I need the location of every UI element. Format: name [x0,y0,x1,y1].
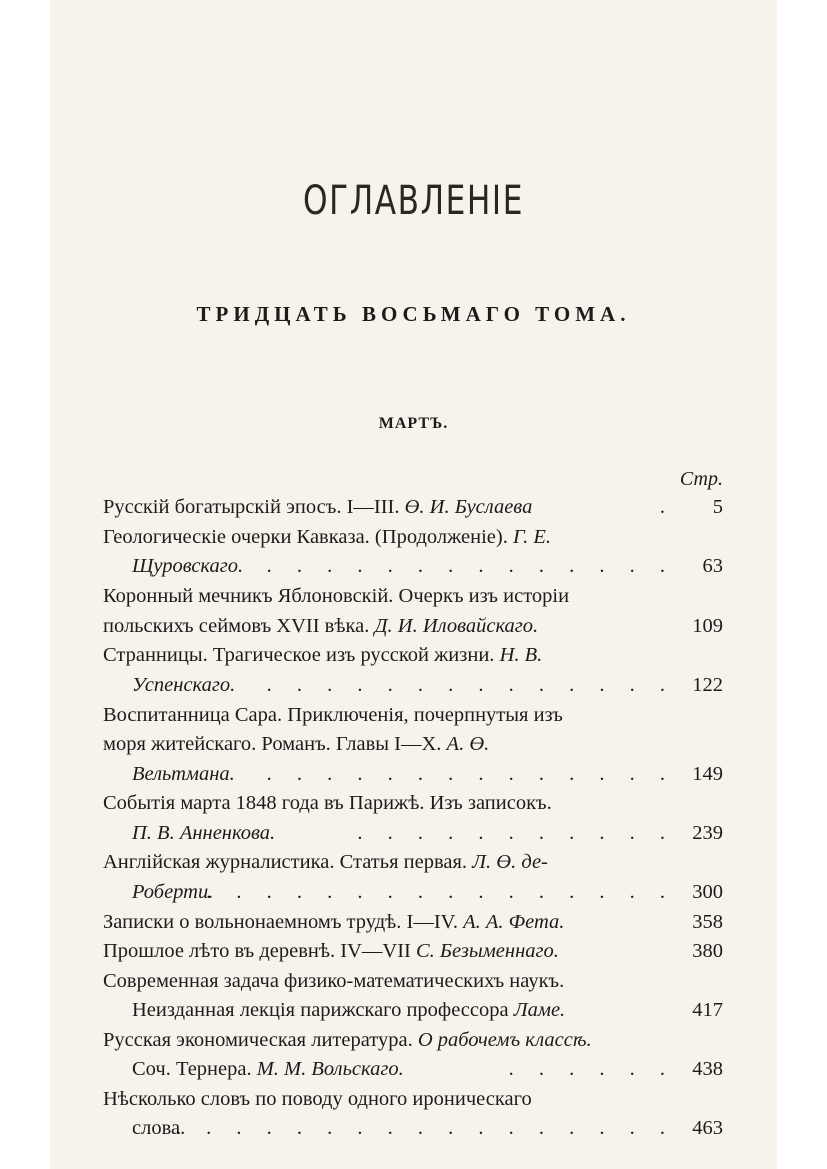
toc-entry-text [103,701,563,730]
entry-author: Ө. И. Буслаева [404,496,533,518]
toc-entry-line [103,1026,723,1055]
entry-title: Прошлое лѣто въ деревнѣ. IV—VII [103,940,416,962]
entry-title: Нѣсколько словъ по поводу одного ироническаго [103,1088,532,1110]
entry-title: Воспитанница Сара. Приключенія, почерпнутыя изъ [103,704,563,726]
entry-author: Л. Ө. де- [472,851,548,873]
toc-entry-text [132,552,243,581]
page-title: ОГЛАВЛЕНІЕ [303,178,524,224]
toc-entry-line [132,1114,723,1143]
toc-entry-text [103,967,564,996]
entry-title: слова. [132,1117,186,1139]
page-number: 380 [692,940,723,962]
toc-entry-text [132,1055,404,1084]
toc-entry-text [132,819,275,848]
toc-entry-text [103,937,559,966]
leader-dots: . . . . . . . . . . . . . . [266,555,675,577]
entry-title: Коронный мечникъ Яблоновскій. Очеркъ изъ исторіи [103,585,570,607]
toc-entry-text [103,641,542,670]
page-number: 463 [692,1117,723,1139]
leader-dots: . . . . . . . . . . . . . . [266,763,675,785]
page-number: 5 [712,496,723,518]
toc-entry-line [103,641,723,670]
leader-dots: . [659,496,675,518]
toc-entry-text [103,1026,592,1055]
toc-entry-text [132,996,565,1025]
leader-dots: . . . . . . . . . . . . . . . . [206,881,675,903]
toc-entry-line [103,612,723,641]
toc-entry-line [103,789,723,818]
entry-author: О рабочемъ классѣ. [417,1029,592,1051]
toc-entry-text [103,908,564,937]
entry-author: П. В. Анненкова. [132,822,276,844]
toc-entry-line [103,908,723,937]
scan-margin-left [0,0,50,1169]
toc-entry-line [103,730,723,759]
leader-dots: . . . . . . . . . . . . . . . . . [175,1117,675,1139]
entry-author: Успенскаго. [132,674,236,696]
entry-title: Неизданная лекція парижскаго профессора [132,999,514,1021]
entry-author: Ламе. [513,999,566,1021]
page-number: 122 [692,674,723,696]
entry-author: Г. Е. [512,526,551,548]
leader-dots: . . . . . . [508,1058,675,1080]
entry-author: Вельтмана. [132,763,235,785]
entry-author: М. М. Вольскаго. [256,1058,404,1080]
page-number: 63 [702,555,723,577]
page-column-label: Стр. [679,468,723,490]
page-number: 438 [692,1058,723,1080]
page-number: 417 [692,999,723,1021]
toc-entry-text [103,1085,532,1114]
toc-entry-line [132,760,723,789]
page-number: 109 [692,615,723,637]
leader-dots: . . . . . . . . . . . [357,822,675,844]
toc-entry-text [103,789,552,818]
toc-entry-line [103,937,723,966]
entry-title: моря житейскаго. Романъ. Главы I—X. [103,733,447,755]
toc-entry-line [103,1085,723,1114]
entry-title: Записки о вольнонаемномъ трудѣ. I—IV. [103,911,464,933]
toc-entry-line [132,878,723,907]
toc-entry-line [132,1055,723,1084]
toc-entry-text [103,730,489,759]
entry-author: Д. И. Иловайскаго. [374,615,539,637]
entry-title: Современная задача физико-математическихъ наукъ. [103,970,565,992]
toc-entry-line [103,582,723,611]
page-number: 358 [692,911,723,933]
toc-entry-text [103,612,538,641]
entry-title: Англійская журналистика. Статья первая. [103,851,473,873]
entry-title: Русскій богатырскій эпосъ. I—III. [103,496,405,518]
toc-entry-line [103,523,723,552]
toc-entry-line [132,671,723,700]
entry-author: Роберти. [132,881,214,903]
entry-title: Геологическіе очерки Кавказа. (Продолженіе). [103,526,513,548]
toc-entry-line [132,819,723,848]
toc-entry-text [103,493,532,522]
volume-subtitle: ТРИДЦАТЬ ВОСЬМАГО ТОМА. [196,302,631,326]
page-number: 239 [692,822,723,844]
section-heading: МАРТЪ. [378,415,449,432]
toc-entry-line [103,967,723,996]
toc-entry-text [103,848,548,877]
page-number: 149 [692,763,723,785]
entry-author: Н. В. [499,644,543,666]
toc-entry-text [132,671,235,700]
entry-author: А. А. Фета. [463,911,565,933]
page-number: 300 [692,881,723,903]
leader-dots: . . . . . . . . . . . . . . [266,674,675,696]
toc-entry-text [103,523,551,552]
toc-entry-line [103,848,723,877]
entry-author: С. Безыменнаго. [416,940,559,962]
entry-title: Русская экономическая литература. [103,1029,418,1051]
toc-entry-text [132,760,235,789]
entry-title: польскихъ сеймовъ XVII вѣка. [103,615,375,637]
scan-margin-right [777,0,827,1169]
entry-title: Соч. Тернера. [132,1058,257,1080]
entry-title: Событія марта 1848 года въ Парижѣ. Изъ записокъ. [103,792,552,814]
toc-entry-line [103,701,723,730]
entry-author: А. Ө. [446,733,490,755]
entry-title: Странницы. Трагическое изъ русской жизни. [103,644,500,666]
toc-entry-line [103,493,723,522]
entry-author: Щуровскаго. [132,555,244,577]
toc-entry-line [132,996,723,1025]
toc-entry-text [103,582,569,611]
toc-entry-text [132,878,213,907]
toc-entry-line [132,552,723,581]
